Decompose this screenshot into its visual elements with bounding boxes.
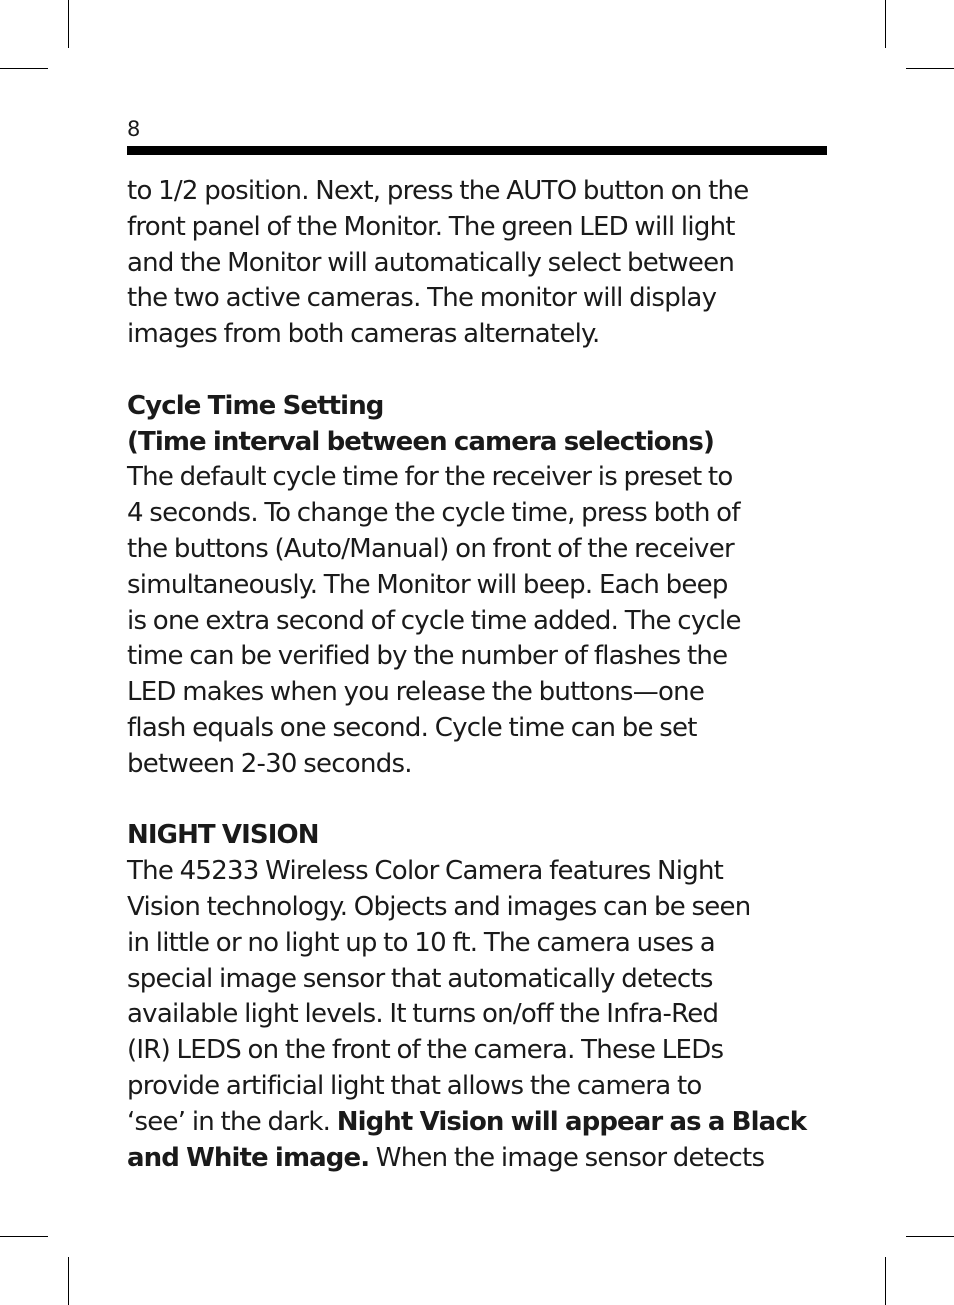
intro-paragraph bbox=[127, 174, 847, 353]
crop-mark-bottom-right-vertical bbox=[885, 1257, 886, 1305]
cycle-time-line: the buttons (Auto/Manual) on front of the receiver bbox=[127, 533, 734, 564]
crop-mark-bottom-right-horizontal bbox=[906, 1236, 954, 1237]
crop-mark-bottom-left-vertical bbox=[68, 1257, 69, 1305]
intro-line: and the Monitor will automatically select between bbox=[127, 247, 735, 278]
night-vision-emphasis: and White image. bbox=[127, 1142, 370, 1173]
intro-line: front panel of the Monitor. The green LED will light bbox=[127, 211, 735, 242]
cycle-time-line: is one extra second of cycle time added. The cycle bbox=[127, 605, 741, 636]
night-vision-heading: NIGHT VISION bbox=[127, 820, 319, 851]
intro-line: images from both cameras alternately. bbox=[127, 319, 600, 350]
night-vision-text: ‘see’ in the dark. bbox=[127, 1106, 337, 1137]
paragraph-gap bbox=[127, 783, 847, 819]
paragraph-gap bbox=[127, 353, 847, 389]
night-vision-line: provide artificial light that allows the camera to bbox=[127, 1070, 702, 1101]
night-vision-line bbox=[127, 1105, 847, 1141]
intro-line: to 1/2 position. Next, press the AUTO button on the bbox=[127, 176, 749, 206]
crop-mark-top-left-horizontal bbox=[0, 68, 48, 69]
cycle-time-line: LED makes when you release the buttons—one bbox=[127, 677, 705, 708]
cycle-time-line: The default cycle time for the receiver is preset to bbox=[127, 462, 733, 493]
crop-mark-top-left-vertical bbox=[68, 0, 69, 48]
cycle-time-section bbox=[127, 389, 847, 783]
cycle-time-subheading: (Time interval between camera selections) bbox=[127, 426, 714, 457]
night-vision-section bbox=[127, 818, 847, 1176]
cycle-time-line: flash equals one second. Cycle time can be set bbox=[127, 712, 697, 743]
night-vision-line bbox=[127, 1141, 847, 1177]
night-vision-line: Vision technology. Objects and images can be seen bbox=[127, 891, 751, 922]
cycle-time-heading: Cycle Time Setting bbox=[127, 390, 384, 421]
page-content bbox=[127, 174, 847, 1176]
cycle-time-line: simultaneously. The Monitor will beep. Each beep bbox=[127, 569, 728, 600]
crop-mark-top-right-vertical bbox=[885, 0, 886, 48]
night-vision-line: (IR) LEDS on the front of the camera. These LEDs bbox=[127, 1035, 724, 1066]
intro-line: the two active cameras. The monitor will display bbox=[127, 283, 717, 314]
page-number: 8 bbox=[127, 117, 141, 141]
night-vision-emphasis: Night Vision will appear as a Black bbox=[336, 1106, 807, 1137]
crop-mark-bottom-left-horizontal bbox=[0, 1236, 48, 1237]
cycle-time-line: time can be verified by the number of flashes the bbox=[127, 641, 728, 672]
cycle-time-line: between 2-30 seconds. bbox=[127, 748, 412, 779]
night-vision-line: special image sensor that automatically detects bbox=[127, 963, 713, 994]
night-vision-line: available light levels. It turns on/off the Infra-Red bbox=[127, 999, 719, 1030]
night-vision-line: The 45233 Wireless Color Camera features Night bbox=[127, 856, 724, 887]
night-vision-text: When the image sensor detects bbox=[369, 1142, 765, 1173]
header-rule bbox=[127, 146, 827, 155]
crop-mark-top-right-horizontal bbox=[906, 68, 954, 69]
night-vision-line: in little or no light up to 10 ft. The camera uses a bbox=[127, 927, 715, 958]
cycle-time-line: 4 seconds. To change the cycle time, press both of bbox=[127, 498, 740, 529]
